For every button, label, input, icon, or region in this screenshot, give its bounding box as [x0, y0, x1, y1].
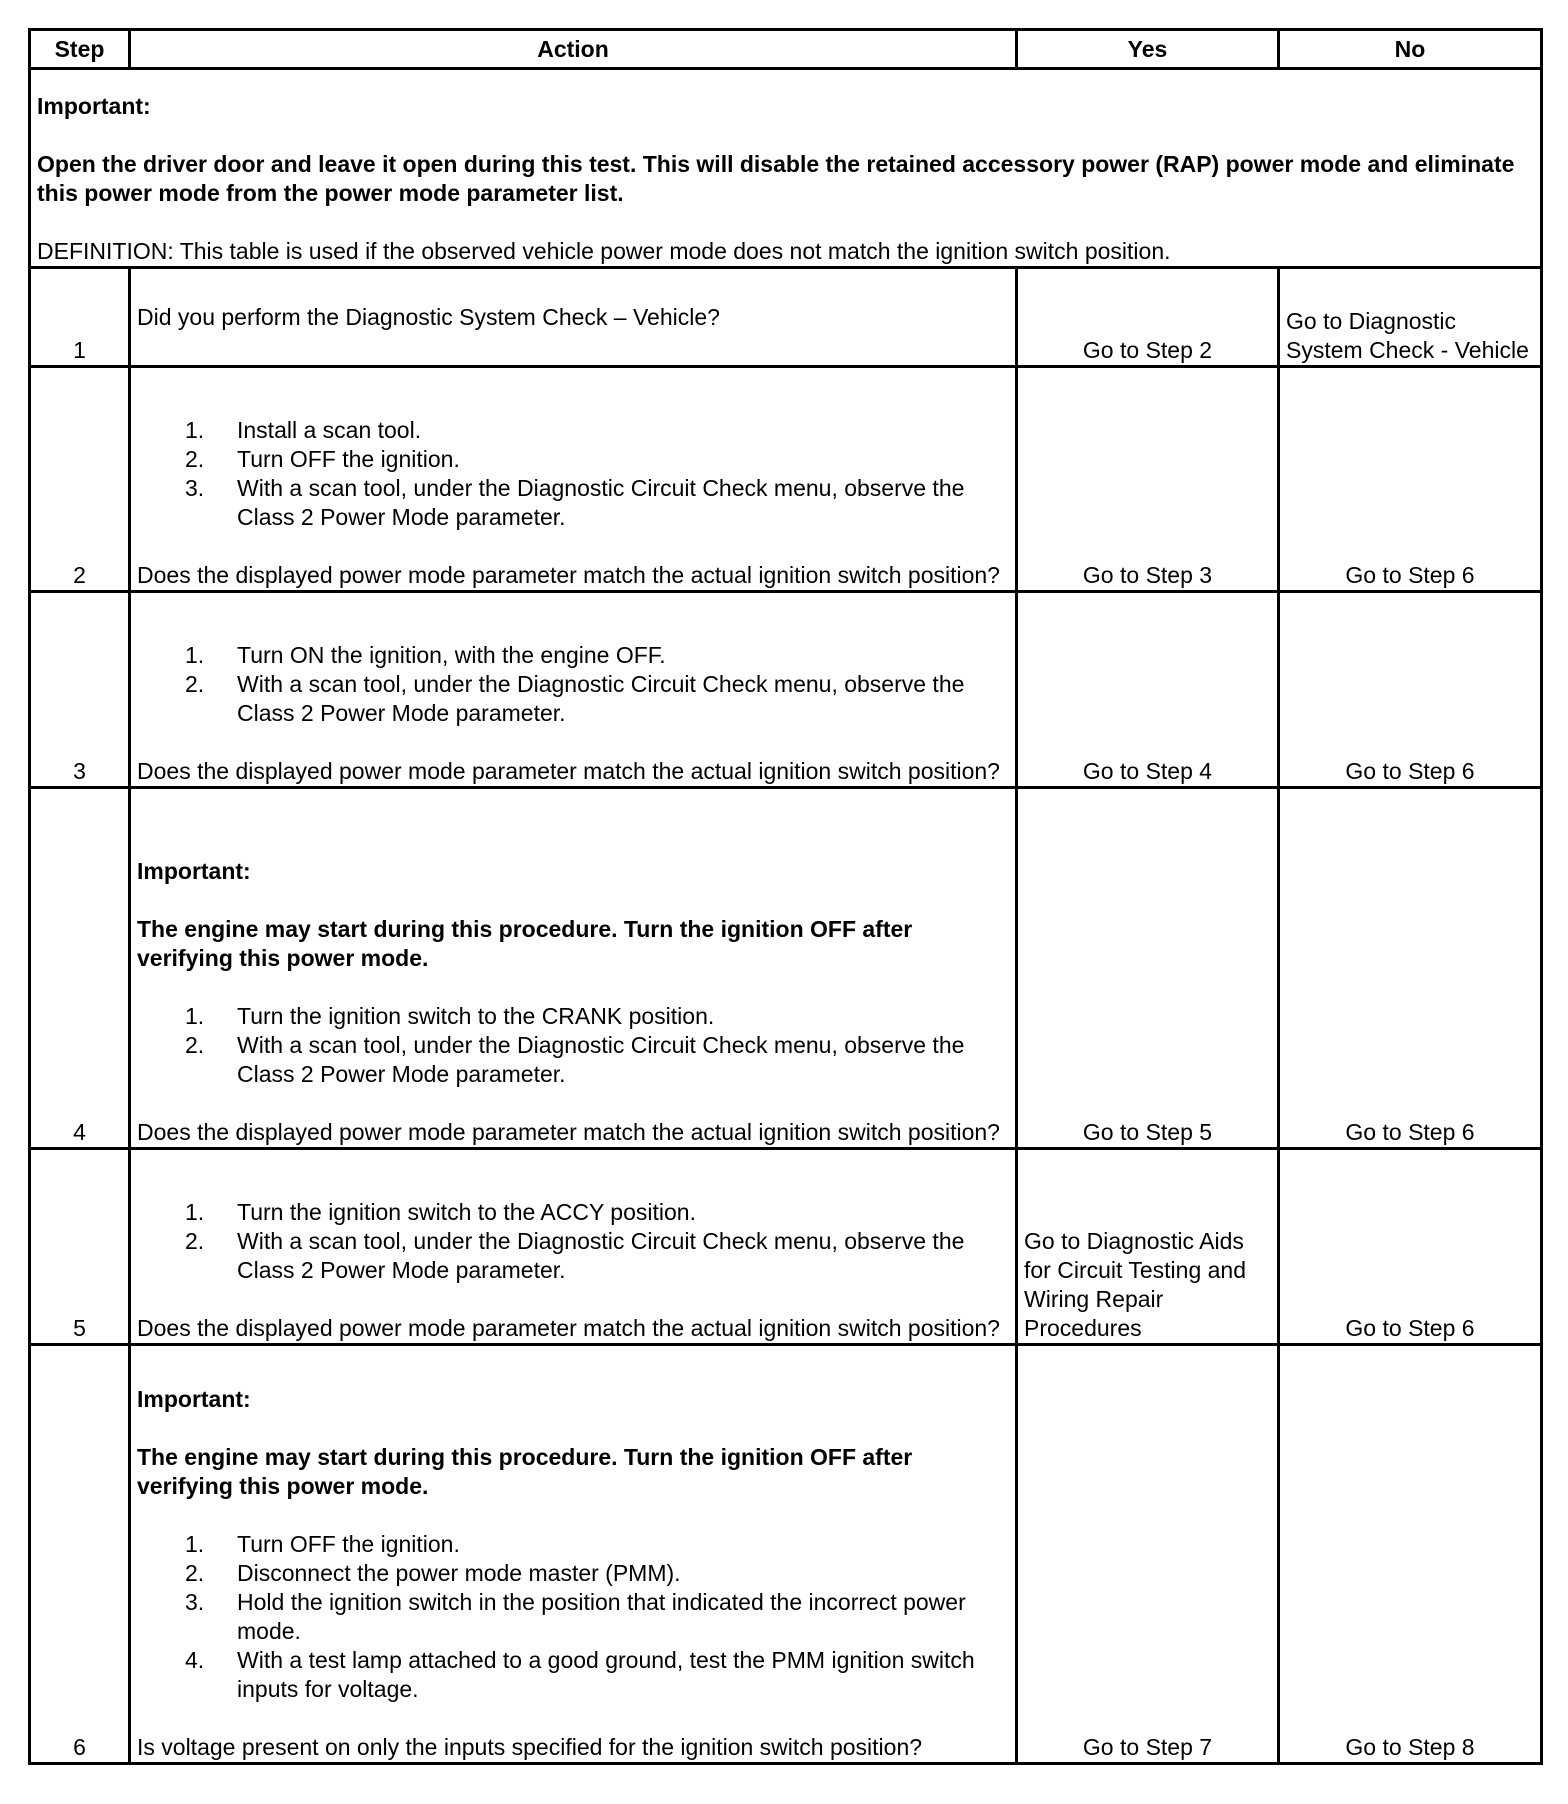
step-important-text: The engine may start during this procedure. Turn the ignition OFF after verifying this power mode. — [137, 1444, 913, 1499]
yes-result: Go to Step 7 — [1017, 1345, 1279, 1764]
table-row — [30, 592, 1542, 788]
header-yes: Yes — [1017, 30, 1279, 69]
action-question: Does the displayed power mode parameter match the actual ignition switch position? — [137, 562, 1000, 588]
diagnostic-page — [28, 28, 1540, 1765]
action-cell — [130, 1345, 1017, 1764]
table-row — [30, 367, 1542, 592]
no-result: Go to Step 6 — [1279, 592, 1542, 788]
step-number: 5 — [30, 1149, 130, 1345]
diagnostic-table — [28, 28, 1543, 1765]
yes-result: Go to Step 3 — [1017, 367, 1279, 592]
action-question: Does the displayed power mode parameter match the actual ignition switch position? — [137, 1315, 1000, 1341]
intro-important-label: Important: — [37, 93, 151, 119]
no-result: Go to Step 6 — [1279, 1149, 1542, 1345]
no-result: Go to Step 8 — [1279, 1345, 1542, 1764]
table-header-row — [30, 30, 1542, 69]
list-item: 1. Turn OFF the ignition. — [185, 1531, 460, 1557]
action-question: Does the displayed power mode parameter match the actual ignition switch position? — [137, 1119, 1000, 1145]
list-item: 1. Turn the ignition switch to the CRANK position. — [185, 1003, 715, 1029]
no-result: Go to Diagnostic System Check - Vehicle — [1279, 268, 1542, 367]
action-question: Did you perform the Diagnostic System Check – Vehicle? — [130, 268, 1017, 367]
yes-result: Go to Diagnostic Aids for Circuit Testing and Wiring Repair Procedures — [1017, 1149, 1279, 1345]
action-cell — [130, 592, 1017, 788]
yes-result: Go to Step 2 — [1017, 268, 1279, 367]
procedure-list — [137, 1530, 1009, 1704]
list-item: 1. Turn ON the ignition, with the engine OFF. — [185, 642, 666, 668]
action-question: Does the displayed power mode parameter match the actual ignition switch position? — [137, 758, 1000, 784]
procedure-list — [137, 1002, 1009, 1089]
header-no: No — [1279, 30, 1542, 69]
step-important-label: Important: — [137, 858, 251, 884]
procedure-list — [137, 641, 1009, 728]
list-item: 1. Turn the ignition switch to the ACCY position. — [185, 1199, 696, 1225]
list-item: 3. Hold the ignition switch in the position that indicated the incorrect power mode. — [185, 1589, 966, 1644]
procedure-list — [137, 1198, 1009, 1285]
list-item: 3. With a scan tool, under the Diagnostic Circuit Check menu, observe the Class 2 Power Mode parameter. — [185, 475, 965, 530]
intro-definition: DEFINITION: This table is used if the observed vehicle power mode does not match the ignition switch position. — [37, 238, 1171, 264]
table-row — [30, 1345, 1542, 1764]
list-item: 2. Turn OFF the ignition. — [185, 446, 460, 472]
step-number: 4 — [30, 788, 130, 1149]
list-item: 2. With a scan tool, under the Diagnostic Circuit Check menu, observe the Class 2 Power Mode parameter. — [185, 671, 965, 726]
action-cell — [130, 788, 1017, 1149]
list-item: 4. With a test lamp attached to a good ground, test the PMM ignition switch inputs for voltage. — [185, 1647, 975, 1702]
step-number: 2 — [30, 367, 130, 592]
table-row — [30, 1149, 1542, 1345]
intro-note — [30, 69, 1542, 268]
yes-result: Go to Step 4 — [1017, 592, 1279, 788]
step-number: 6 — [30, 1345, 130, 1764]
intro-important-text: Open the driver door and leave it open during this test. This will disable the retained accessory power (RAP) power mode and eliminate this power mode from the power mode parameter list. — [37, 151, 1515, 206]
no-result: Go to Step 6 — [1279, 788, 1542, 1149]
action-question: Is voltage present on only the inputs specified for the ignition switch position? — [137, 1734, 923, 1760]
list-item: 2. With a scan tool, under the Diagnostic Circuit Check menu, observe the Class 2 Power Mode parameter. — [185, 1032, 965, 1087]
header-action: Action — [130, 30, 1017, 69]
header-step: Step — [30, 30, 130, 69]
action-cell — [130, 367, 1017, 592]
list-item: 2. Disconnect the power mode master (PMM). — [185, 1560, 681, 1586]
step-important-text: The engine may start during this procedure. Turn the ignition OFF after verifying this power mode. — [137, 916, 913, 971]
step-number: 1 — [30, 268, 130, 367]
step-important-label: Important: — [137, 1386, 251, 1412]
procedure-list — [137, 416, 1009, 532]
action-cell — [130, 1149, 1017, 1345]
table-row — [30, 268, 1542, 367]
table-row — [30, 788, 1542, 1149]
yes-result: Go to Step 5 — [1017, 788, 1279, 1149]
intro-row — [30, 69, 1542, 268]
step-number: 3 — [30, 592, 130, 788]
no-result: Go to Step 6 — [1279, 367, 1542, 592]
list-item: 2. With a scan tool, under the Diagnostic Circuit Check menu, observe the Class 2 Power Mode parameter. — [185, 1228, 965, 1283]
list-item: 1. Install a scan tool. — [185, 417, 422, 443]
